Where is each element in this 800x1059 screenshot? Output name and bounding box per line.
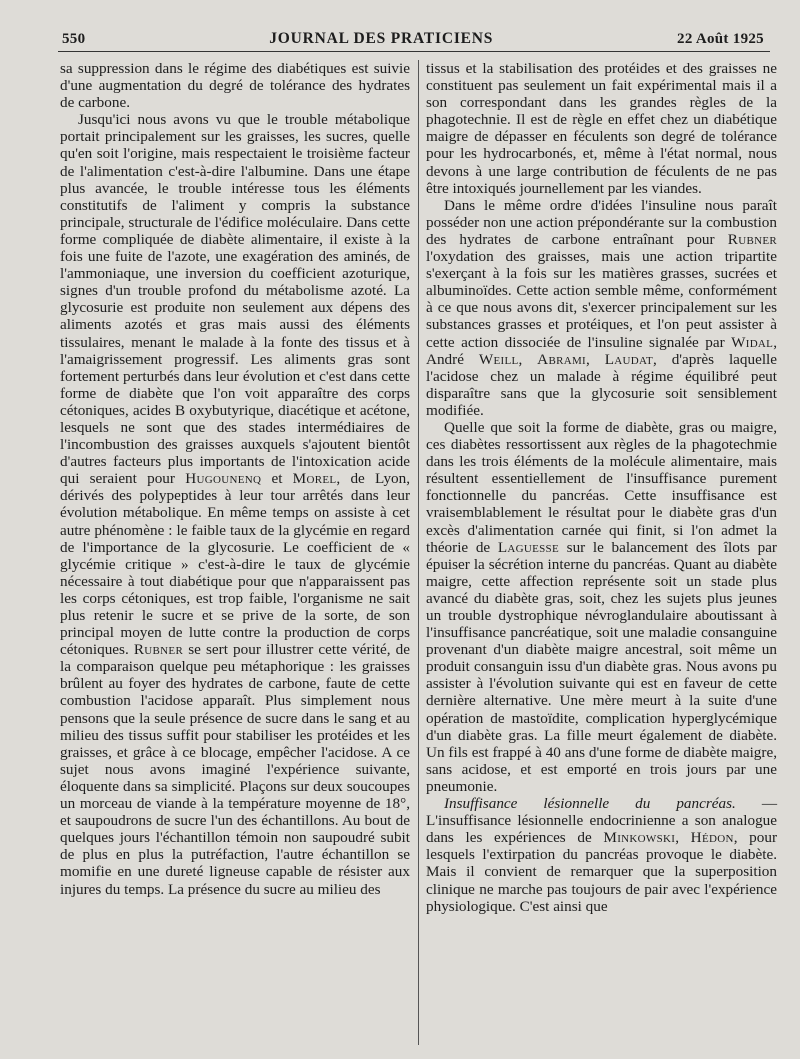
author-name: Abrami (537, 350, 587, 368)
column-divider (418, 60, 419, 1045)
author-name: Laguesse (497, 538, 559, 556)
author-name: Morel (292, 470, 337, 488)
journal-title: JOURNAL DES PRATICIENS (269, 30, 494, 47)
issue-date: 22 Août 1925 (677, 31, 764, 47)
author-name: Minkowski (603, 829, 676, 847)
header-rule (58, 51, 770, 52)
author-name: Laudat (604, 350, 654, 368)
left-column (60, 60, 410, 898)
paragraph: sa suppression dans le régime des diabétiques est suivie d'une augmentation du degré de tolérance des hydrates de carbone. (60, 60, 410, 112)
author-name: Widal (731, 333, 774, 351)
right-column (426, 60, 777, 915)
paragraph: Jusqu'ici nous avons vu que le trouble métabolique portait principalement sur les graisses, les sucres, quelle qu'en soit l'origine, mais respectaient le troisième facteur de l'alimentation c'est-à-dire l'albumine. Dans une étape plus avancée, le trouble intéresse tous les éléments constitutifs de l'aliment y compris la substance principale, structurale de l'édifice moléculaire. Dans cette forme compliquée de diabète alimentaire, il existe à la fois une fuite de l'azote, une exagération des aminés, de l'ammoniaque, une inversion du coefficient azoturique, signes d'un trouble profond du métabolisme azoté. La glycosurie est produite non seulement aux dépens des aliments azotés et gras mais aussi des éléments tissulaires, menant le malade à la fonte des tissus et à l'amaigrissement progressif. Les aliments gras sont fortement perturbés dans leur évolution et c'est dans cette forme de diabète que l'on voit apparaître des corps cétoniques, acides B oxybutyrique, diacétique et acétone, lesquels ne sont que des stades intermédiaires de l'incombustion des graisses auxquels s'ajoutent bientôt d'autres facteurs plus importants de l'intoxication acide qui seraient pour Hugounenq et Morel, de Lyon, dérivés des polypeptides à leur tour arrêtés dans leur évolution métabolique. En même temps on assiste à cet autre phénomène : le faible taux de la glycémie en regard de l'importance de la glycosurie. Le coefficient de « glycémie critique » c'est-à-dire le taux de glycémie nécessaire à tout diabétique pour que n'apparaissent pas les corps cétoniques, est trop faible, l'organisme ne sait plus retenir le sucre et se prive de la sorte, de son principal moyen de lutte contre la production de corps cétoniques. Rubner se sert pour illustrer cette vérité, de la comparaison quelque peu métaphorique : les graisses brûlent au foyer des hydrates de carbone, faute de cette combustion l'acidose apparaît. Plus simplement nous pensons que la seule présence de sucre dans le sang et au milieu des tissus suffit pour stabiliser les protéides et les graisses, et grâce à ce blocage, empêcher l'acidose. A ce sujet nous avons imaginé l'expérience suivante, éloquente dans sa simplicité. Plaçons sur deux soucoupes un morceau de viande à la température moyenne de 18°, et saupoudrons de sucre l'un des échantillons. Au bout de quelques jours l'échantillon témoin non saupoudré subit de plus en plus la putréfaction, l'autre échantillon se momifie en une dureté ligneuse capable de résister aux injures du temps. La présence du sucre au milieu des (60, 111, 411, 898)
author-name: Hédon (690, 829, 734, 847)
paragraph: Dans le même ordre d'idées l'insuline nous paraît posséder non une action prépondérante sur la combustion des hydrates de carbone entraînant pour Rubner l'oxydation des graisses, mais une action tripartite s'exerçant à la fois sur les matières grasses, sucrées et albuminoïdes. Cette action semble même, conformément à ce que nous avons dit, s'exercer principalement sur les substances grasses et protéiques, et l'on peut assister à cette action dissociée de l'insuline signalée par Widal, André Weill, Abrami, Laudat, d'après laquelle l'acidose chez un malade à régime équilibré peut disparaître sans que la glycosurie soit sensiblement modifiée. (426, 196, 778, 419)
author-name: Rubner (133, 641, 184, 659)
paragraph: tissus et la stabilisation des protéides et des graisses ne constituent pas seulement un fait expérimental mais il a son correspondant dans les grandes règles de la phagotechnie. Il est de règle en effet chez un diabétique maigre de dépasser en féculents son degré de tolérance pour les hydrocarbonés, et, même à l'état normal, nous devons à une large contribution de féculents de ne pas être intoxiqués journellement par les viandes. (426, 60, 777, 197)
author-name: Hugounenq (185, 470, 262, 488)
paragraph: Insuffisance lésionnelle du pancréas. — L'insuffisance lésionnelle endocrinienne a son analogue dans les expériences de Minkowski, Hédon, pour lesquels l'extirpation du pancréas provoque le diabète. Mais il convient de remarquer que la superposition clinique ne marche pas toujours de pair avec l'expérience physiologique. C'est ainsi que (426, 795, 778, 915)
author-name: Weill (478, 350, 519, 368)
section-heading: Insuffisance lésionnelle du pancréas. (444, 795, 736, 813)
running-header (62, 26, 764, 48)
paragraph: Quelle que soit la forme de diabète, gras ou maigre, ces diabètes ressortissent aux règles de la phagotechmie dans les trois éléments de la molécule alimentaire, mais résultent essentiellement de l'insuffisance purement fonctionnelle du pancréas. Cette insuffisance est vraisemblablement le résultat pour le diabète gras d'un excès d'alimentation carnée qui finit, si l'on admet la théorie de Laguesse sur le balancement des îlots par épuiser la sécrétion interne du pancréas. Quant au diabète maigre, cette affection représente soit un stade plus avancé du diabète gras, soit, chez les sujets plus jeunes un trouble dystrophique névroglandulaire aboutissant à l'insuffisance pancréatique, soit une maladie consanguine provenant d'un diabète maigre ancestral, soit même un produit consanguin issu d'un diabète gras. Nous avons pu assister à l'évolution suivante qui est en faveur de cette dernière alternative. Une mère meurt à la suite d'une opération de mastoïdite, complication hyperglycémique d'un diabète gras. La fille meurt également de diabète. Un fils est frappé à 40 ans d'une forme de diabète maigre, sans acidose, et est emporté en trois jours par une pneumonie. (426, 418, 777, 795)
page-number: 550 (62, 31, 86, 47)
author-name: Rubner (727, 230, 777, 248)
